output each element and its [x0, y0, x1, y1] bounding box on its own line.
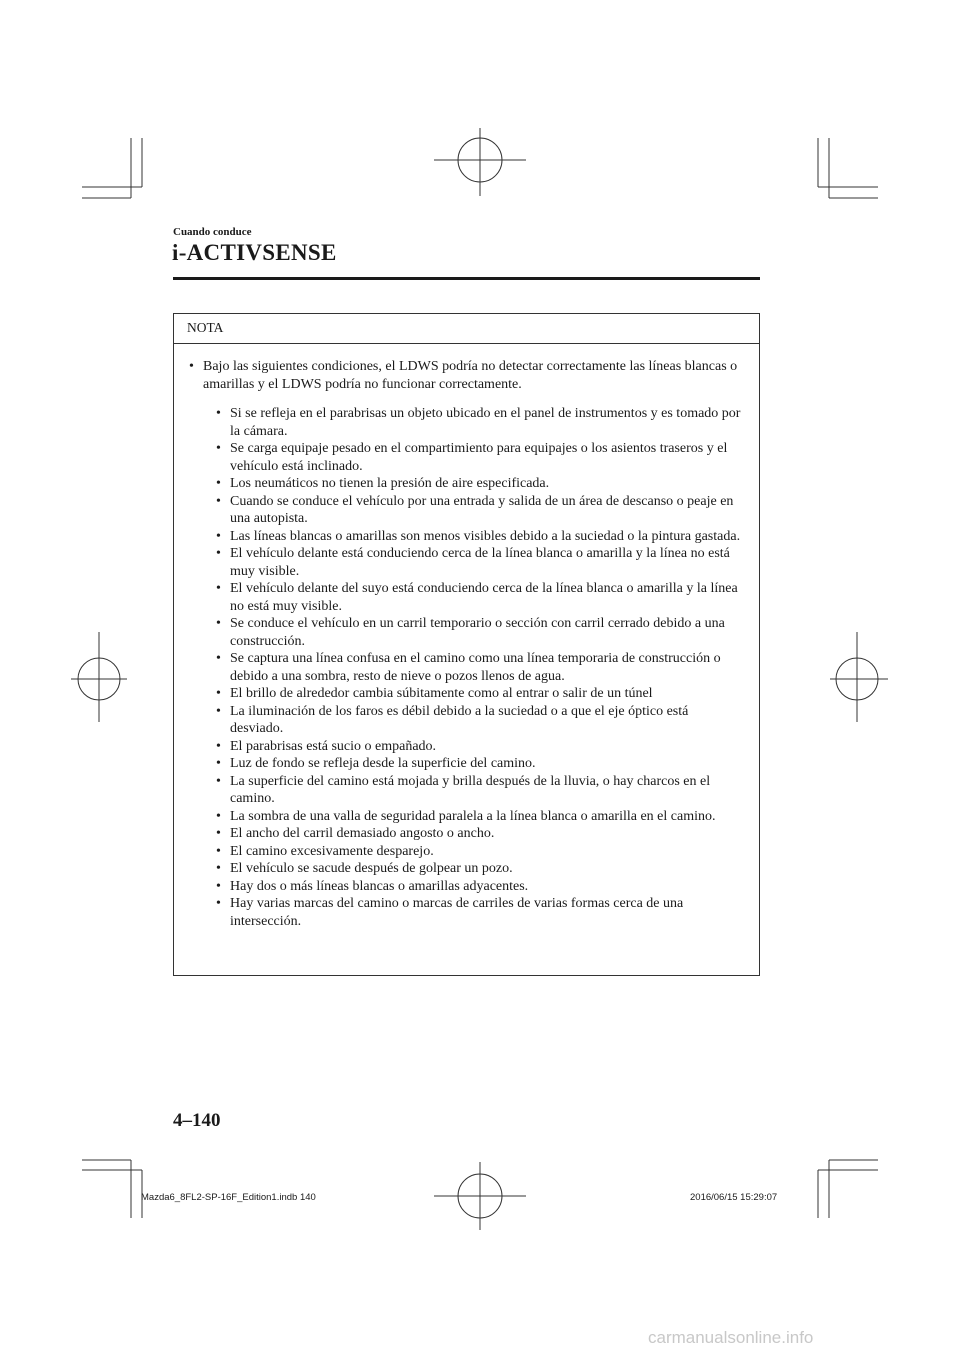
condition-text: Si se refleja en el parabrisas un objeto ubicado en el panel de instrumentos y es tomado por la cámara.	[230, 406, 741, 439]
condition-text: Hay varias marcas del camino o marcas de carriles de varias formas cerca de una intersección.	[230, 896, 684, 929]
condition-text: Cuando se conduce el vehículo por una entrada y salida de un área de descanso o peaje en una autopista.	[230, 493, 734, 526]
note-title: NOTA	[174, 314, 759, 344]
condition-text: La iluminación de los faros es débil debido a la suciedad o a que el eje óptico está desviado.	[230, 703, 689, 736]
condition-text: Hay dos o más líneas blancas o amarillas adyacentes.	[230, 878, 529, 894]
condition-item	[216, 878, 745, 896]
condition-item	[216, 685, 745, 703]
condition-text: La sombra de una valla de seguridad paralela a la línea blanca o amarilla en el camino.	[230, 808, 716, 824]
condition-item	[216, 825, 745, 843]
bullet-icon: •	[216, 738, 221, 754]
bullet-icon: •	[216, 773, 221, 789]
bullet-icon: •	[216, 493, 221, 509]
condition-item	[216, 545, 745, 580]
condition-item	[216, 843, 745, 861]
bullet-icon: •	[216, 896, 221, 911]
condition-text: El ancho del carril demasiado angosto o ancho.	[230, 826, 495, 841]
condition-text: La superficie del camino está mojada y brilla después de la lluvia, o hay charcos en el camino.	[230, 773, 711, 806]
condition-item	[216, 580, 745, 615]
note-box	[173, 313, 760, 976]
condition-text: El parabrisas está sucio o empañado.	[230, 738, 437, 754]
condition-item	[216, 895, 745, 930]
condition-item	[216, 808, 745, 826]
condition-item	[216, 773, 745, 808]
condition-text: El vehículo se sacude después de golpear un pozo.	[230, 861, 513, 876]
condition-text: El vehículo delante está conduciendo cerca de la línea blanca o amarilla y la línea no está muy visible.	[230, 546, 730, 579]
section-label: Cuando conduce	[173, 226, 252, 238]
condition-item	[216, 475, 745, 493]
condition-item	[216, 440, 745, 475]
note-intro-item	[174, 344, 759, 930]
condition-item	[216, 703, 745, 738]
condition-item	[216, 738, 745, 756]
bullet-icon: •	[216, 546, 221, 561]
condition-text: Los neumáticos no tienen la presión de aire especificada.	[230, 476, 550, 491]
condition-item	[216, 650, 745, 685]
condition-text: Se conduce el vehículo en un carril temporario o sección con carril cerrado debido a una construcción.	[230, 616, 725, 649]
bullet-icon: •	[216, 826, 221, 841]
bullet-icon: •	[216, 476, 221, 491]
condition-text: Luz de fondo se refleja desde la superficie del camino.	[230, 756, 536, 771]
watermark: carmanualsonline.info	[648, 1328, 814, 1347]
bullet-icon: •	[216, 808, 221, 824]
note-body	[174, 344, 759, 930]
condition-item	[216, 755, 745, 773]
condition-text: Se carga equipaje pesado en el compartimiento para equipajes o los asientos traseros y el vehículo está inclinado.	[230, 441, 728, 474]
condition-item	[216, 615, 745, 650]
condition-item	[216, 493, 745, 528]
note-intro-text: Bajo las siguientes condiciones, el LDWS podría no detectar correctamente las líneas blancas o amarillas y el LDWS podría no funcionar correctamente.	[203, 359, 738, 392]
chapter-title: i-ACTIVSENSE	[172, 240, 337, 265]
condition-text: El camino excesivamente desparejo.	[230, 843, 434, 859]
bullet-icon: •	[216, 686, 221, 701]
page-number: 4–140	[173, 1110, 221, 1131]
condition-text: El vehículo delante del suyo está conduciendo cerca de la línea blanca o amarilla y la línea no está muy visible.	[230, 581, 738, 614]
bullet-icon: •	[216, 703, 221, 719]
bullet-icon: •	[216, 756, 221, 771]
bullet-icon: •	[216, 878, 221, 894]
condition-item	[216, 528, 745, 546]
bullet-icon: •	[189, 359, 194, 374]
condition-text: El brillo de alrededor cambia súbitamente como al entrar o salir de un túnel	[230, 686, 653, 701]
note-list	[174, 344, 759, 930]
bullet-icon: •	[216, 651, 221, 666]
condition-item	[216, 405, 745, 440]
bullet-icon: •	[216, 441, 221, 456]
bullet-icon: •	[216, 861, 221, 876]
condition-text: Se captura una línea confusa en el camino como una línea temporaria de construcción o debido a una sombra, resto de nieve o pozos llenos de agua.	[230, 651, 721, 684]
bullet-icon: •	[216, 406, 221, 421]
condition-item	[216, 860, 745, 878]
bullet-icon: •	[216, 616, 221, 631]
bullet-icon: •	[216, 528, 221, 544]
footer-timestamp: 2016/06/15 15:29:07	[690, 1192, 778, 1203]
condition-text: Las líneas blancas o amarillas son menos visibles debido a la suciedad o la pintura gastada.	[230, 528, 741, 544]
header-rule	[173, 277, 760, 280]
footer-file-name: Mazda6_8FL2-SP-16F_Edition1.indb 140	[141, 1192, 316, 1203]
bullet-icon: •	[216, 843, 221, 859]
conditions-list	[203, 405, 745, 930]
bullet-icon: •	[216, 581, 221, 596]
